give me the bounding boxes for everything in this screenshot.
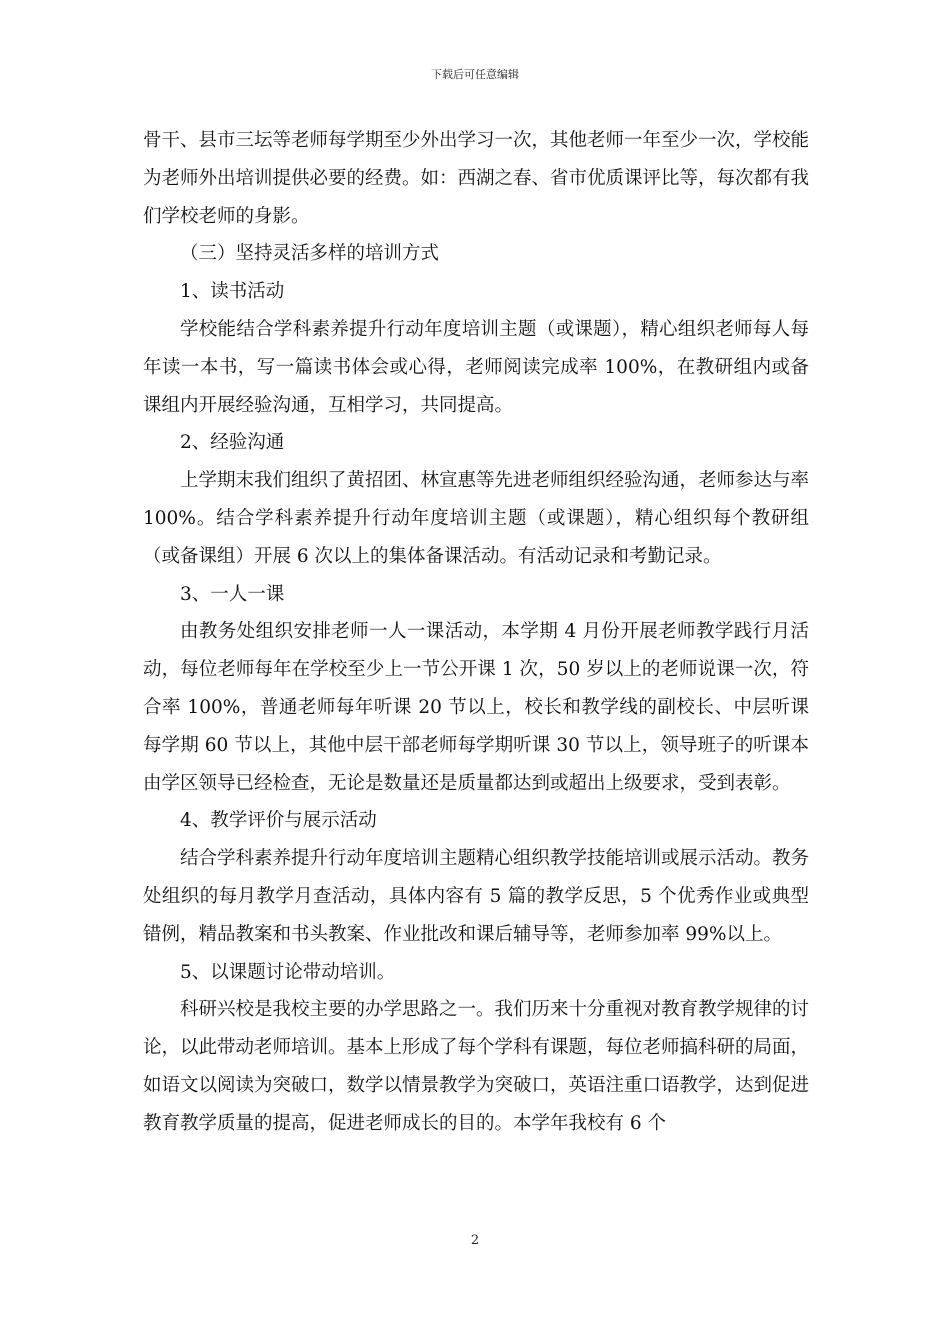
subsection-heading: 1、读书活动 [180,281,285,303]
section-heading: （三）坚持灵活多样的培训方式 [180,243,440,265]
paragraph: 学校能结合学科素养提升行动年度培训主题（或课题），精心组织老师每人每年读一本书，写一篇读书体会或心得，老师阅读完成率 100%，在教研组内或备课组内开展经验沟通，互相学习，共同提高。 [143,318,809,416]
paragraph: 上学期末我们组织了黄招团、林宣惠等先进老师组织经验沟通，老师参达与率 100%。结合学科素养提升行动年度培训主题（或课题），精心组织每个教研组（或备课组）开展 6 次以上的集体备课活动。有活动记录和考勤记录。 [143,470,810,567]
subsection-heading: 5、以课题讨论带动培训。 [180,961,396,983]
paragraph: 结合学科素养提升行动年度培训主题精心组织教学技能培训或展示活动。教务处组织的每月教学月查活动，具体内容有 5 篇的教学反思，5 个优秀作业或典型错例，精品教案和书头教案、作业批改和课后辅导等，老师参加率 99%以上。 [143,848,810,945]
subsection-heading: 2、经验沟通 [180,432,285,454]
paragraph: 科研兴校是我校主要的办学思路之一。我们历来十分重视对教育教学规律的讨论，以此带动老师培训。基本上形成了每个学科有课题，每位老师搞科研的局面，如语文以阅读为突破口，数学以情景教学为突破口，英语注重口语教学，达到促进教育教学质量的提高，促进老师成长的目的。本学年我校有 6 个 [143,999,810,1134]
paragraph: 骨干、县市三坛等老师每学期至少外出学习一次，其他老师一年至少一次，学校能为老师外出培训提供必要的经费。如：西湖之春、省市优质课评比等，每次都有我们学校老师的身影。 [143,130,810,227]
subsection-heading: 3、一人一课 [180,583,285,605]
page-header-note: 下载后可任意编辑 [431,68,519,81]
page-number: 2 [470,1233,480,1248]
paragraph: 由教务处组织安排老师一人一课活动，本学期 4 月份开展老师教学践行月活动，每位老师每年在学校至少上一节公开课 1 次，50 岁以上的老师说课一次，符合率 100%，普通老师每年听课 20 节以上，校长和教学线的副校长、中层听课每学期 60 节以上，其他中层干部老师每学期听课 30 节以上，领导班子的听课本由学区领导已经检查，无论是数量还是质量都达到或超出上级要求，受到表彰。 [143,621,809,794]
subsection-heading: 4、教学评价与展示活动 [180,810,377,832]
document-body [143,122,809,1143]
